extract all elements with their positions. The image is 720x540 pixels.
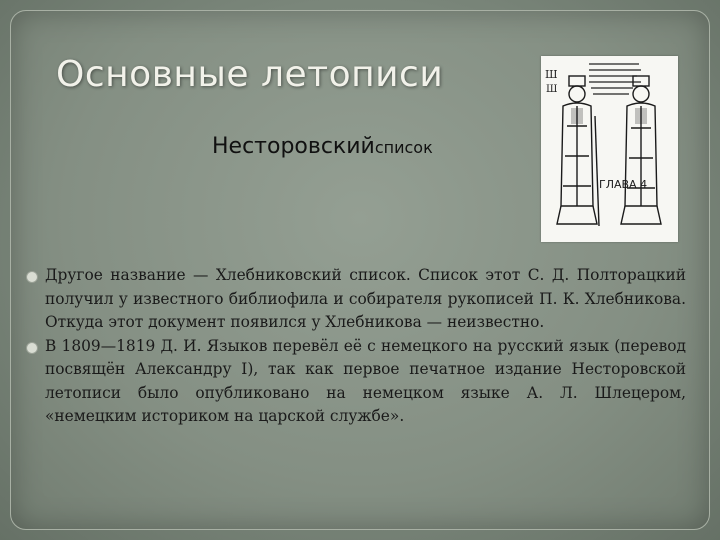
bullet-item <box>26 335 686 429</box>
slide-title: Основные летописи <box>56 54 444 95</box>
bullet-icon <box>26 342 38 354</box>
chronicle-illustration <box>541 56 678 242</box>
bullet-list <box>26 264 686 429</box>
subtitle-main: Несторовский <box>212 134 375 159</box>
bullet-icon <box>26 271 38 283</box>
bullet-text: В 1809—1819 Д. И. Языков перевёл её с немецкого на русский язык (перевод посвящён Александру I), так как первое печатное издание Несторовской летописи было опубликовано на немецком языке А. Л. Шлецером, «немецким историком на царской службе». <box>45 336 686 425</box>
bullet-item <box>26 264 686 335</box>
slide-subtitle <box>212 134 433 159</box>
svg-text:Ш: Ш <box>545 68 558 81</box>
bullet-text: Другое название — Хлебниковский список. Список этот С. Д. Полторацкий получил у известного библиофила и собирателя рукописей П. К. Хлебникова. Откуда этот документ появился у Хлебникова — неизвестно. <box>45 266 686 331</box>
subtitle-small: список <box>374 138 433 157</box>
chronicle-figures-image <box>541 56 678 242</box>
figure-caption: ГЛАВА 4 <box>599 178 648 191</box>
svg-text:Ш: Ш <box>546 84 558 95</box>
